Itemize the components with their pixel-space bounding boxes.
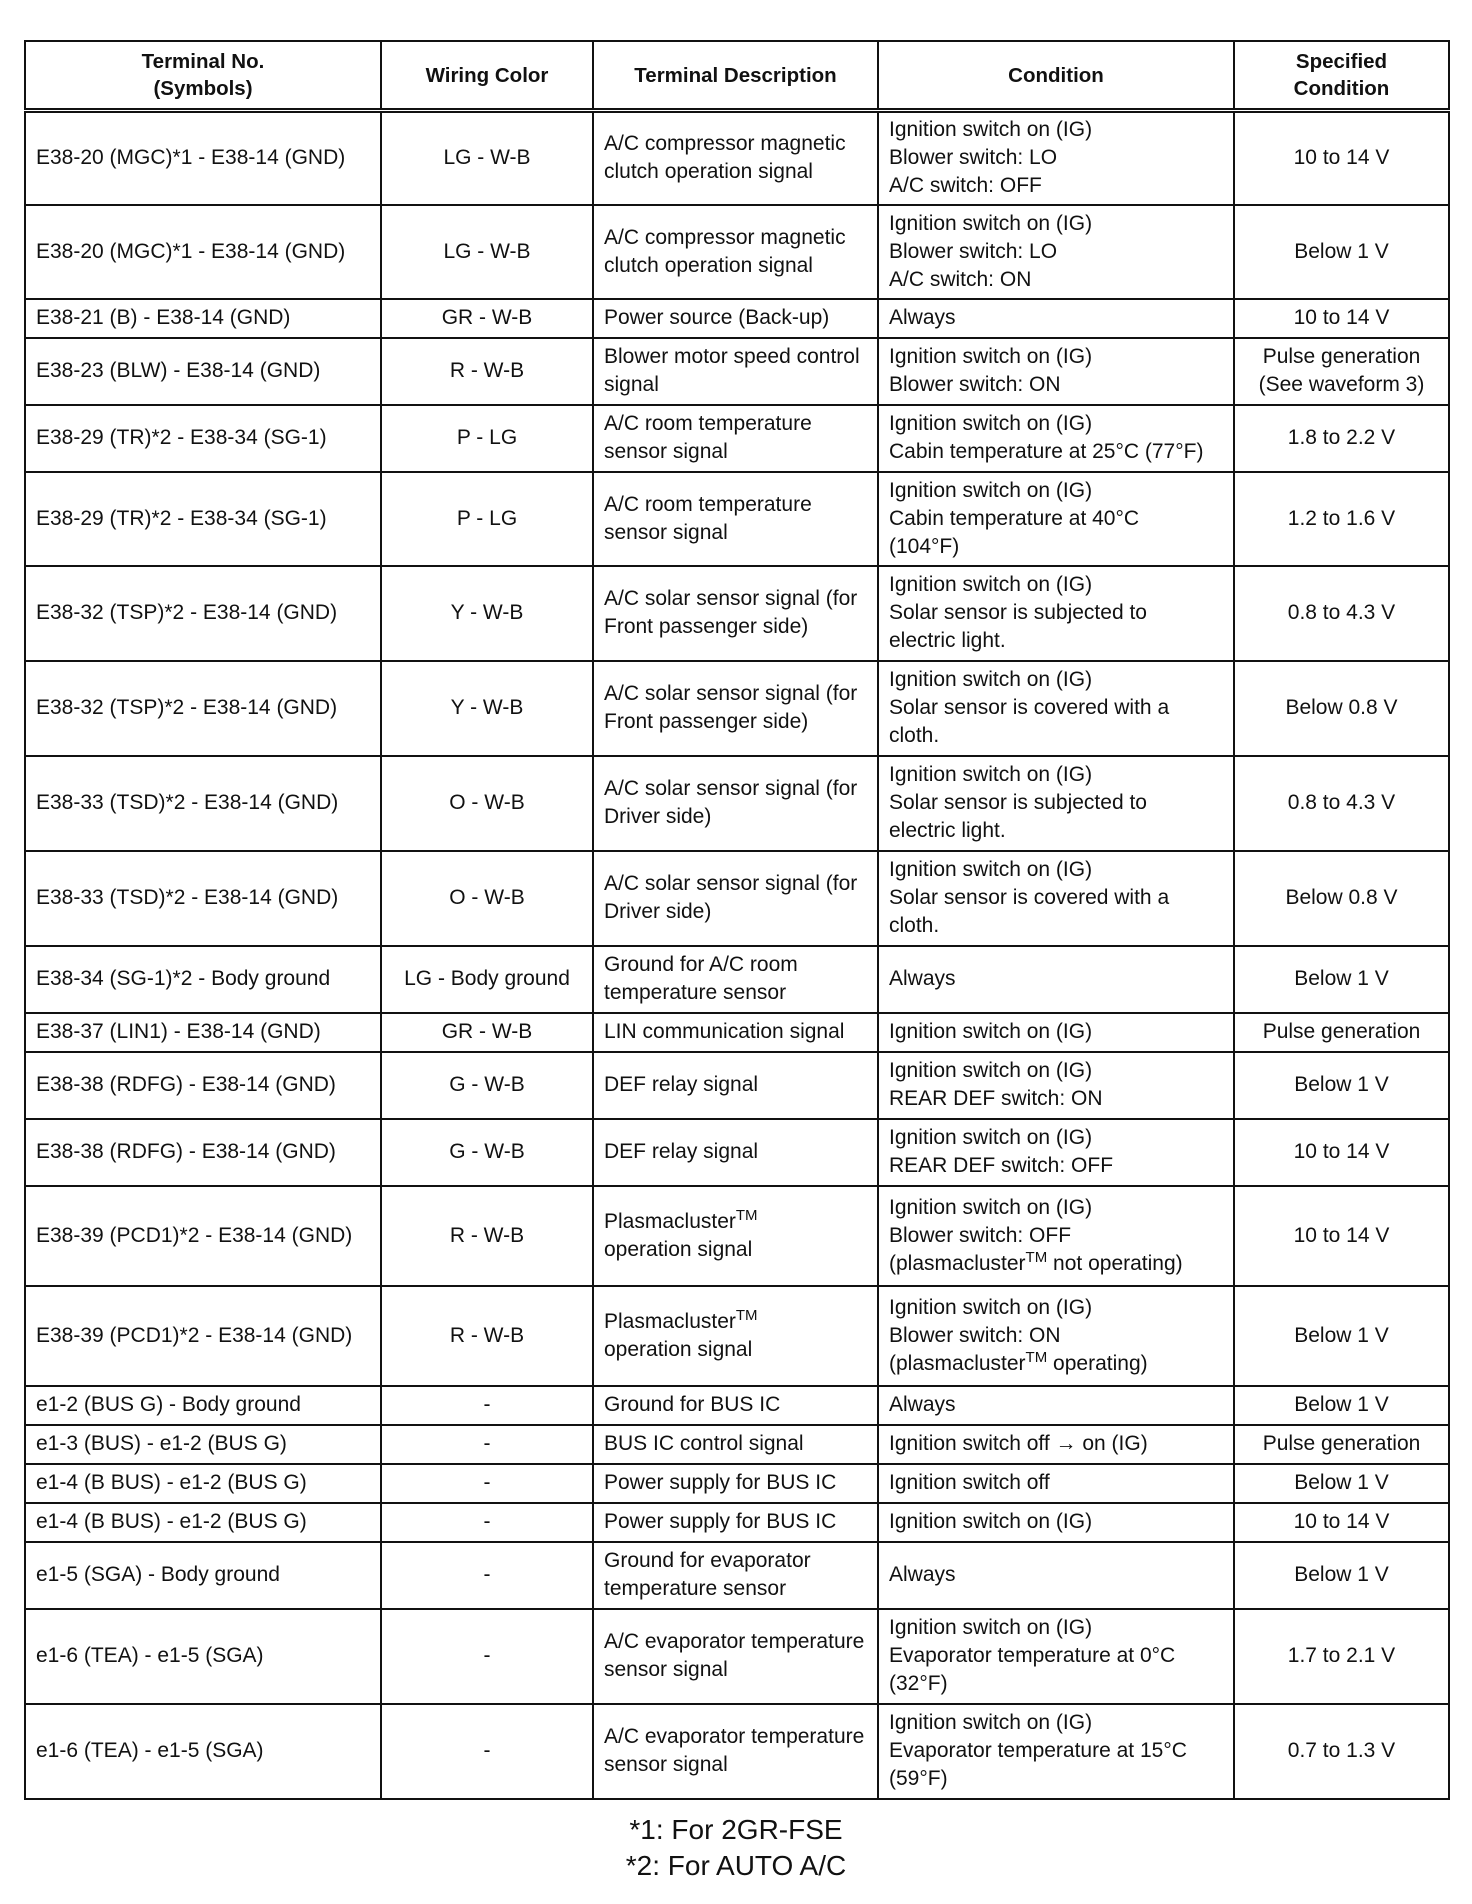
wiring-color-cell: R - W-B [381,1286,593,1386]
table-row [25,299,1449,338]
condition-line [889,694,1223,722]
wiring-color-cell: R - W-B [381,1186,593,1286]
table-row [25,1013,1449,1052]
condition-text: A/C switch: ON [889,267,1032,291]
condition-line [889,1194,1223,1222]
terminal-cell: E38-39 (PCD1)*2 - E38-14 (GND) [25,1186,381,1286]
trademark-superscript: TM [1025,1348,1048,1366]
spec-line: Below 1 V [1294,1323,1389,1347]
condition-text: Solar sensor is subjected to [889,791,1147,814]
condition-text: Ignition switch on (IG) [889,412,1093,435]
condition-line [889,666,1223,694]
table-row [25,1609,1449,1704]
terminal-cell: e1-4 (B BUS) - e1-2 (BUS G) [25,1464,381,1503]
wiring-color-cell: - [381,1542,593,1609]
spec-line: Below 1 V [1294,239,1389,263]
terminal-cell: E38-21 (B) - E38-14 (GND) [25,299,381,338]
terminal-description-cell: A/C solar sensor signal (for Front passenger side) [593,566,878,661]
condition-line [889,1322,1223,1350]
terminal-description-cell: Ground for A/C room temperature sensor [593,946,878,1013]
condition-text: Ignition switch on (IG) [889,1195,1093,1219]
terminal-cell: e1-6 (TEA) - e1-5 (SGA) [25,1609,381,1704]
condition-text: Blower switch: OFF [889,1223,1072,1247]
condition-line [889,533,1223,561]
specified-condition-cell [1234,1609,1449,1704]
condition-cell [878,946,1234,1013]
condition-line [889,1765,1223,1793]
terminal-cell: E38-33 (TSD)*2 - E38-14 (GND) [25,756,381,851]
header-terminal-line2: (Symbols) [153,77,253,100]
terminal-description-cell [593,1186,878,1286]
terminal-description-cell: A/C evaporator temperature sensor signal [593,1609,878,1704]
condition-cell [878,1013,1234,1052]
description-text: Plasmacluster [604,1209,736,1233]
footnotes [0,1812,1472,1884]
specified-condition-cell [1234,1186,1449,1286]
table-row [25,1503,1449,1542]
table-row [25,1052,1449,1119]
condition-text: Ignition switch off [889,1471,1050,1494]
spec-line: 0.8 to 4.3 V [1287,601,1396,624]
specified-condition-cell [1234,756,1449,851]
header-wiring-color: Wiring Color [381,41,593,111]
condition-cell [878,756,1234,851]
table-row [25,1464,1449,1503]
spec-line: 1.7 to 2.1 V [1287,1644,1396,1667]
condition-text: electric light. [889,819,1006,842]
condition-text: Blower switch: LO [889,239,1058,263]
table-row [25,1425,1449,1464]
condition-line [889,1642,1223,1670]
specified-condition-cell [1234,1119,1449,1186]
condition-cell [878,1542,1234,1609]
spec-line: 10 to 14 V [1293,1223,1390,1247]
wiring-color-cell: P - LG [381,405,593,472]
condition-cell [878,1704,1234,1799]
spec-line: 0.8 to 4.3 V [1287,791,1396,814]
trademark-superscript: TM [735,1306,758,1324]
trademark-superscript: TM [1025,1248,1048,1266]
wiring-color-cell: P - LG [381,472,593,566]
table-row [25,756,1449,851]
condition-text: Ignition switch on (IG) [889,345,1093,368]
condition-cell [878,472,1234,566]
specified-condition-cell [1234,1503,1449,1542]
condition-text: Always [889,967,956,990]
condition-text: Ignition switch on (IG) [889,1059,1093,1082]
condition-text: (32°F) [889,1672,948,1695]
condition-line [889,571,1223,599]
terminal-table-container [24,40,1448,1800]
condition-line [889,477,1223,505]
condition-line [889,1085,1223,1113]
table-row [25,851,1449,946]
specified-condition-cell [1234,566,1449,661]
condition-line [889,1350,1223,1378]
condition-line [889,172,1223,200]
terminal-description-cell: Blower motor speed control signal [593,338,878,405]
specified-condition-cell [1234,1704,1449,1799]
terminal-cell: E38-20 (MGC)*1 - E38-14 (GND) [25,111,381,205]
condition-line [889,1222,1223,1250]
condition-cell [878,851,1234,946]
table-row [25,1542,1449,1609]
footnote-2: *2: For AUTO A/C [625,1850,847,1881]
terminal-description-cell: Power source (Back-up) [593,299,878,338]
condition-text: Ignition switch on (IG) [889,1616,1093,1639]
spec-line: Below 1 V [1294,1563,1389,1586]
condition-line [889,1057,1223,1085]
terminal-description-cell: Ground for evaporator temperature sensor [593,1542,878,1609]
terminal-table [24,40,1450,1800]
terminal-description-cell: A/C compressor magnetic clutch operation signal [593,111,878,205]
table-row [25,1286,1449,1386]
table-row [25,472,1449,566]
terminal-cell: E38-32 (TSP)*2 - E38-14 (GND) [25,661,381,756]
condition-cell [878,299,1234,338]
header-terminal-line1: Terminal No. [141,50,265,73]
terminal-description-cell: A/C room temperature sensor signal [593,472,878,566]
condition-line [889,761,1223,789]
terminal-cell: E38-38 (RDFG) - E38-14 (GND) [25,1052,381,1119]
condition-line [889,1294,1223,1322]
condition-text: (plasmacluster [889,1351,1026,1375]
table-row [25,405,1449,472]
spec-line: Pulse generation [1262,1020,1421,1043]
terminal-description-cell: A/C room temperature sensor signal [593,405,878,472]
condition-cell [878,205,1234,299]
condition-text: Ignition switch on (IG) [889,1126,1093,1149]
spec-line: 10 to 14 V [1293,146,1390,170]
condition-line [889,144,1223,172]
condition-text: Cabin temperature at 25°C (77°F) [889,440,1204,463]
condition-text: Ignition switch on (IG) [889,1711,1093,1734]
condition-cell [878,1386,1234,1425]
terminal-cell: E38-20 (MGC)*1 - E38-14 (GND) [25,205,381,299]
table-header-row [25,41,1449,111]
specified-condition-cell [1234,1542,1449,1609]
condition-text: Always [889,1393,956,1416]
condition-cell [878,338,1234,405]
table-row [25,661,1449,756]
terminal-cell: e1-3 (BUS) - e1-2 (BUS G) [25,1425,381,1464]
terminal-cell: E38-33 (TSD)*2 - E38-14 (GND) [25,851,381,946]
specified-condition-cell [1234,338,1449,405]
condition-line [889,1430,1223,1458]
spec-line: Below 1 V [1294,967,1389,990]
description-text: Plasmacluster [604,1309,736,1333]
specified-condition-cell [1234,472,1449,566]
spec-line: 10 to 14 V [1293,1510,1390,1533]
condition-text: Evaporator temperature at 0°C [889,1644,1176,1667]
condition-cell [878,1464,1234,1503]
condition-text: cloth. [889,724,940,747]
terminal-cell: e1-2 (BUS G) - Body ground [25,1386,381,1425]
header-spec-line1: Specified [1295,50,1388,73]
condition-text: Ignition switch on (IG) [889,1295,1093,1319]
spec-line: (See waveform 3) [1258,373,1425,396]
condition-cell [878,1286,1234,1386]
wiring-color-cell: - [381,1503,593,1542]
terminal-cell: E38-29 (TR)*2 - E38-34 (SG-1) [25,405,381,472]
table-row [25,111,1449,205]
header-spec-line2: Condition [1293,77,1390,100]
terminal-description-cell: BUS IC control signal [593,1425,878,1464]
condition-text: Evaporator temperature at 15°C [889,1739,1187,1762]
condition-line [889,1391,1223,1419]
wiring-color-cell: - [381,1704,593,1799]
description-tail: operation signal [604,1237,753,1261]
table-row [25,205,1449,299]
condition-cell [878,566,1234,661]
wiring-color-cell: - [381,1464,593,1503]
condition-line [889,238,1223,266]
terminal-description-cell: DEF relay signal [593,1052,878,1119]
specified-condition-cell [1234,1013,1449,1052]
condition-text: Ignition switch on (IG) [889,573,1093,596]
terminal-description-cell [593,1286,878,1386]
header-condition: Condition [878,41,1234,111]
spec-line: 1.2 to 1.6 V [1287,506,1396,530]
specified-condition-cell [1234,299,1449,338]
condition-text: Ignition switch on (IG) [889,858,1093,881]
header-specified-condition [1234,41,1449,111]
condition-line [889,817,1223,845]
spec-line: 0.7 to 1.3 V [1287,1739,1396,1762]
specified-condition-cell [1234,1386,1449,1425]
condition-line [889,599,1223,627]
condition-line [889,371,1223,399]
condition-line [889,210,1223,238]
condition-line [889,1152,1223,1180]
spec-line: Below 0.8 V [1285,696,1398,719]
spec-line: 10 to 14 V [1293,306,1390,329]
condition-cell [878,1609,1234,1704]
terminal-cell: E38-29 (TR)*2 - E38-34 (SG-1) [25,472,381,566]
spec-line: Pulse generation [1262,345,1421,368]
footnote-1: *1: For 2GR-FSE [629,1814,843,1845]
condition-line [889,1737,1223,1765]
condition-text: Blower switch: ON [889,1323,1061,1347]
condition-line [889,1250,1223,1278]
spec-line: Below 1 V [1294,1393,1389,1416]
condition-line [889,266,1223,294]
condition-text: (104°F) [889,534,960,558]
wiring-color-cell: Y - W-B [381,661,593,756]
condition-text: Solar sensor is covered with a [889,696,1170,719]
condition-text: Ignition switch on (IG) [889,118,1093,142]
condition-line [889,1469,1223,1497]
terminal-description-cell: A/C evaporator temperature sensor signal [593,1704,878,1799]
condition-line [889,1614,1223,1642]
condition-cell [878,661,1234,756]
condition-cell [878,1052,1234,1119]
condition-text: Solar sensor is subjected to [889,601,1147,624]
table-row [25,338,1449,405]
condition-line [889,884,1223,912]
condition-text: (59°F) [889,1767,948,1790]
wiring-color-cell: GR - W-B [381,299,593,338]
condition-cell [878,1186,1234,1286]
condition-line [889,1670,1223,1698]
specified-condition-cell [1234,405,1449,472]
condition-text: Ignition switch on (IG) [889,763,1093,786]
condition-line [889,505,1223,533]
terminal-cell: E38-32 (TSP)*2 - E38-14 (GND) [25,566,381,661]
wiring-color-cell: O - W-B [381,851,593,946]
specified-condition-cell [1234,851,1449,946]
condition-cell [878,1119,1234,1186]
terminal-description-cell: Power supply for BUS IC [593,1464,878,1503]
terminal-description-cell: Ground for BUS IC [593,1386,878,1425]
condition-tail: not operating) [1047,1251,1183,1275]
condition-cell [878,1425,1234,1464]
table-row [25,1119,1449,1186]
condition-line [889,722,1223,750]
wiring-color-cell: R - W-B [381,338,593,405]
terminal-cell: E38-34 (SG-1)*2 - Body ground [25,946,381,1013]
condition-text: Always [889,1563,956,1586]
condition-line [889,1709,1223,1737]
condition-line [889,627,1223,655]
condition-text: Ignition switch on (IG) [889,668,1093,691]
terminal-cell: E38-38 (RDFG) - E38-14 (GND) [25,1119,381,1186]
condition-text: Ignition switch on (IG) [889,211,1093,235]
condition-text: Ignition switch on (IG) [889,1510,1093,1533]
condition-cell [878,1503,1234,1542]
table-row [25,1186,1449,1286]
terminal-description-cell: LIN communication signal [593,1013,878,1052]
condition-line [889,116,1223,144]
table-row [25,946,1449,1013]
condition-text: electric light. [889,629,1006,652]
condition-tail: operating) [1047,1351,1148,1375]
terminal-description-cell: Power supply for BUS IC [593,1503,878,1542]
condition-cell [878,111,1234,205]
terminal-description-cell: DEF relay signal [593,1119,878,1186]
condition-text: Always [889,306,956,329]
table-row [25,566,1449,661]
condition-line [889,912,1223,940]
wiring-color-cell: Y - W-B [381,566,593,661]
wiring-color-cell: - [381,1386,593,1425]
condition-text: Ignition switch off → on (IG) [889,1432,1148,1455]
spec-line: Below 0.8 V [1285,886,1398,909]
specified-condition-cell [1234,1464,1449,1503]
condition-text: Blower switch: ON [889,373,1061,396]
condition-line [889,1508,1223,1536]
terminal-cell: E38-37 (LIN1) - E38-14 (GND) [25,1013,381,1052]
terminal-description-cell: A/C solar sensor signal (for Driver side) [593,756,878,851]
condition-line [889,1124,1223,1152]
specified-condition-cell [1234,1425,1449,1464]
specified-condition-cell [1234,1286,1449,1386]
terminal-description-cell: A/C solar sensor signal (for Front passenger side) [593,661,878,756]
specified-condition-cell [1234,946,1449,1013]
condition-line [889,1018,1223,1046]
wiring-color-cell: LG - W-B [381,205,593,299]
spec-line: Below 1 V [1294,1471,1389,1494]
spec-line: Below 1 V [1294,1073,1389,1096]
specified-condition-cell [1234,1052,1449,1119]
description-tail: operation signal [604,1337,753,1361]
wiring-color-cell: LG - W-B [381,111,593,205]
table-body [25,111,1449,1799]
condition-text: Ignition switch on (IG) [889,1020,1093,1043]
header-terminal [25,41,381,111]
condition-line [889,438,1223,466]
condition-line [889,789,1223,817]
condition-text: REAR DEF switch: OFF [889,1154,1114,1177]
condition-text: cloth. [889,914,940,937]
condition-line [889,1561,1223,1589]
spec-line: 1.8 to 2.2 V [1287,426,1396,449]
terminal-description-cell: A/C solar sensor signal (for Driver side) [593,851,878,946]
wiring-color-cell: G - W-B [381,1119,593,1186]
wiring-color-cell: LG - Body ground [381,946,593,1013]
terminal-cell: e1-5 (SGA) - Body ground [25,1542,381,1609]
table-row [25,1704,1449,1799]
specified-condition-cell [1234,205,1449,299]
condition-text: A/C switch: OFF [889,174,1042,198]
terminal-cell: e1-4 (B BUS) - e1-2 (BUS G) [25,1503,381,1542]
condition-line [889,410,1223,438]
spec-line: 10 to 14 V [1293,1140,1390,1163]
condition-text: (plasmacluster [889,1251,1026,1275]
wiring-color-cell: - [381,1425,593,1464]
condition-line [889,343,1223,371]
wiring-color-cell: GR - W-B [381,1013,593,1052]
spec-line: Pulse generation [1262,1432,1421,1455]
wiring-color-cell: O - W-B [381,756,593,851]
condition-text: Blower switch: LO [889,146,1058,170]
terminal-cell: E38-23 (BLW) - E38-14 (GND) [25,338,381,405]
wiring-color-cell: - [381,1609,593,1704]
terminal-cell: e1-6 (TEA) - e1-5 (SGA) [25,1704,381,1799]
header-terminal-description: Terminal Description [593,41,878,111]
condition-text: Ignition switch on (IG) [889,478,1093,502]
condition-text: Cabin temperature at 40°C [889,506,1140,530]
condition-line [889,965,1223,993]
terminal-description-cell: A/C compressor magnetic clutch operation signal [593,205,878,299]
condition-line [889,304,1223,332]
wiring-color-cell: G - W-B [381,1052,593,1119]
condition-line [889,856,1223,884]
condition-text: REAR DEF switch: ON [889,1087,1103,1110]
table-row [25,1386,1449,1425]
terminal-cell: E38-39 (PCD1)*2 - E38-14 (GND) [25,1286,381,1386]
condition-text: Solar sensor is covered with a [889,886,1170,909]
trademark-superscript: TM [735,1206,758,1224]
condition-cell [878,405,1234,472]
specified-condition-cell [1234,661,1449,756]
specified-condition-cell [1234,111,1449,205]
